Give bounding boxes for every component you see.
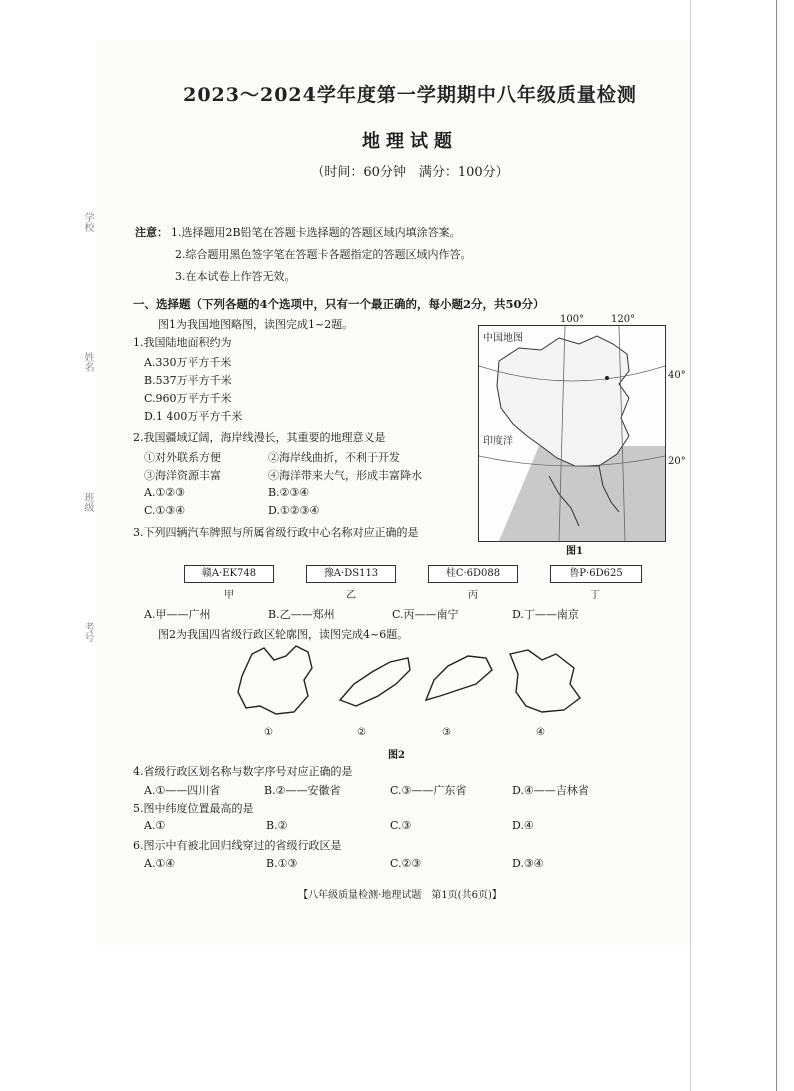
q1-option: A.330万平方千米 [144, 356, 232, 369]
plate-label: 丁 [590, 590, 600, 601]
exam-meta: （时间：60分钟 满分：100分） [311, 165, 509, 180]
province-outline-3 [426, 656, 492, 700]
plate-label: 甲 [224, 590, 234, 601]
question-5: 5.图中纬度位置最高的是 [133, 802, 254, 815]
subject-title: 地理试题 [362, 131, 458, 152]
map1-caption: 图1 [566, 546, 583, 557]
map2-intro: 图2为我国四省级行政区轮廓图，读图完成4~6题。 [158, 628, 409, 641]
q5-option: D.④ [512, 819, 534, 832]
binding-label-name: 姓名 [82, 352, 93, 372]
scan-edge [776, 0, 777, 1091]
note-item: 3.在本试卷上作答无效。 [175, 270, 296, 283]
q2-option: D.①②③④ [268, 504, 320, 517]
q6-option: B.①③ [266, 857, 298, 870]
license-plate: 桂C·6D088 [428, 565, 518, 583]
binding-label-id: 考号 [82, 622, 93, 642]
notes-block [135, 222, 472, 288]
page-footer: 【八年级质量检测·地理试题 第1页(共6页)】 [298, 890, 502, 901]
q2-option: A.①②③ [144, 486, 186, 499]
map1-longitude-label: 100° [560, 314, 585, 325]
question-6: 6.图示中有被北回归线穿过的省级行政区是 [133, 839, 342, 852]
license-plate: 鲁P·6D625 [550, 565, 642, 583]
plate-label: 丙 [468, 590, 478, 601]
q6-option: A.①④ [144, 857, 176, 870]
q6-option: D.③④ [512, 857, 544, 870]
q3-option: C.丙——南宁 [392, 608, 459, 621]
map1-latitude-label: 20° [668, 456, 686, 467]
section-heading: 一、选择题（下列各题的4个选项中，只有一个最正确的，每小题2分，共50分） [133, 297, 545, 311]
exam-title: 2023～2024学年度第一学期期中八年级质量检测 [183, 84, 637, 106]
q3-option: A.甲——广州 [144, 608, 211, 621]
q4-option: A.①——四川省 [144, 784, 221, 797]
license-plate: 赣A·EK748 [184, 565, 274, 583]
q2-item: ④海洋带来大气，形成丰富降水 [268, 469, 422, 482]
map1-intro: 图1为我国地图略图，读图完成1~2题。 [158, 318, 354, 331]
binding-label-school: 学校 [82, 212, 93, 232]
q5-option: A.① [144, 819, 166, 832]
notes-label: 注意： [135, 226, 168, 239]
q4-option: D.④——吉林省 [512, 784, 589, 797]
question-4: 4.省级行政区划名称与数字序号对应正确的是 [133, 765, 353, 778]
q3-option: B.乙——郑州 [268, 608, 335, 621]
map1-inset-label: 中国地图 [483, 333, 523, 344]
q2-option: C.①③④ [144, 504, 186, 517]
q5-option: C.③ [390, 819, 412, 832]
question-2: 2.我国疆域辽阔，海岸线漫长，其重要的地理意义是 [133, 431, 386, 444]
province-outline-2 [340, 658, 410, 706]
q3-option: D.丁——南京 [512, 608, 579, 621]
note-item: 2.综合题用黑色签字笔在答题卡各题指定的答题区域内作答。 [175, 248, 472, 261]
page-edge [690, 0, 691, 1091]
q2-item: ③海洋资源丰富 [144, 469, 221, 482]
capital-marker [605, 376, 609, 380]
map1-longitude-label: 120° [611, 314, 636, 325]
map2-label: ② [357, 727, 366, 738]
q6-option: C.②③ [390, 857, 422, 870]
map2-label: ① [264, 727, 273, 738]
license-plate: 豫A·DS113 [306, 565, 396, 583]
map2-svg [230, 640, 590, 726]
map2-caption: 图2 [388, 750, 405, 761]
map2-label: ④ [536, 727, 545, 738]
q1-option: D.1 400万平方千米 [144, 410, 243, 423]
q1-option: C.960万平方千米 [144, 392, 232, 405]
map2-label: ③ [442, 727, 451, 738]
binding-label-class: 班级 [82, 492, 93, 512]
question-3: 3.下列四辆汽车牌照与所属省级行政中心名称对应正确的是 [133, 526, 419, 539]
q2-item: ②海岸线曲折，不利于开发 [268, 451, 400, 464]
q4-option: B.②——安徽省 [264, 784, 341, 797]
note-item: 1.选择题用2B铅笔在答题卡选择题的答题区域内填涂答案。 [171, 226, 461, 239]
province-outline-4 [510, 650, 580, 712]
q4-option: C.③——广东省 [390, 784, 467, 797]
map1-ocean-label: 印度洋 [483, 436, 513, 447]
map1-latitude-label: 40° [668, 370, 686, 381]
q1-option: B.537万平方千米 [144, 374, 232, 387]
question-1: 1.我国陆地面积约为 [133, 336, 232, 349]
q2-item: ①对外联系方便 [144, 451, 221, 464]
q2-option: B.②③④ [268, 486, 310, 499]
province-outline-1 [238, 646, 312, 714]
map1-china [478, 325, 666, 542]
plate-label: 乙 [346, 590, 356, 601]
q5-option: B.② [266, 819, 288, 832]
